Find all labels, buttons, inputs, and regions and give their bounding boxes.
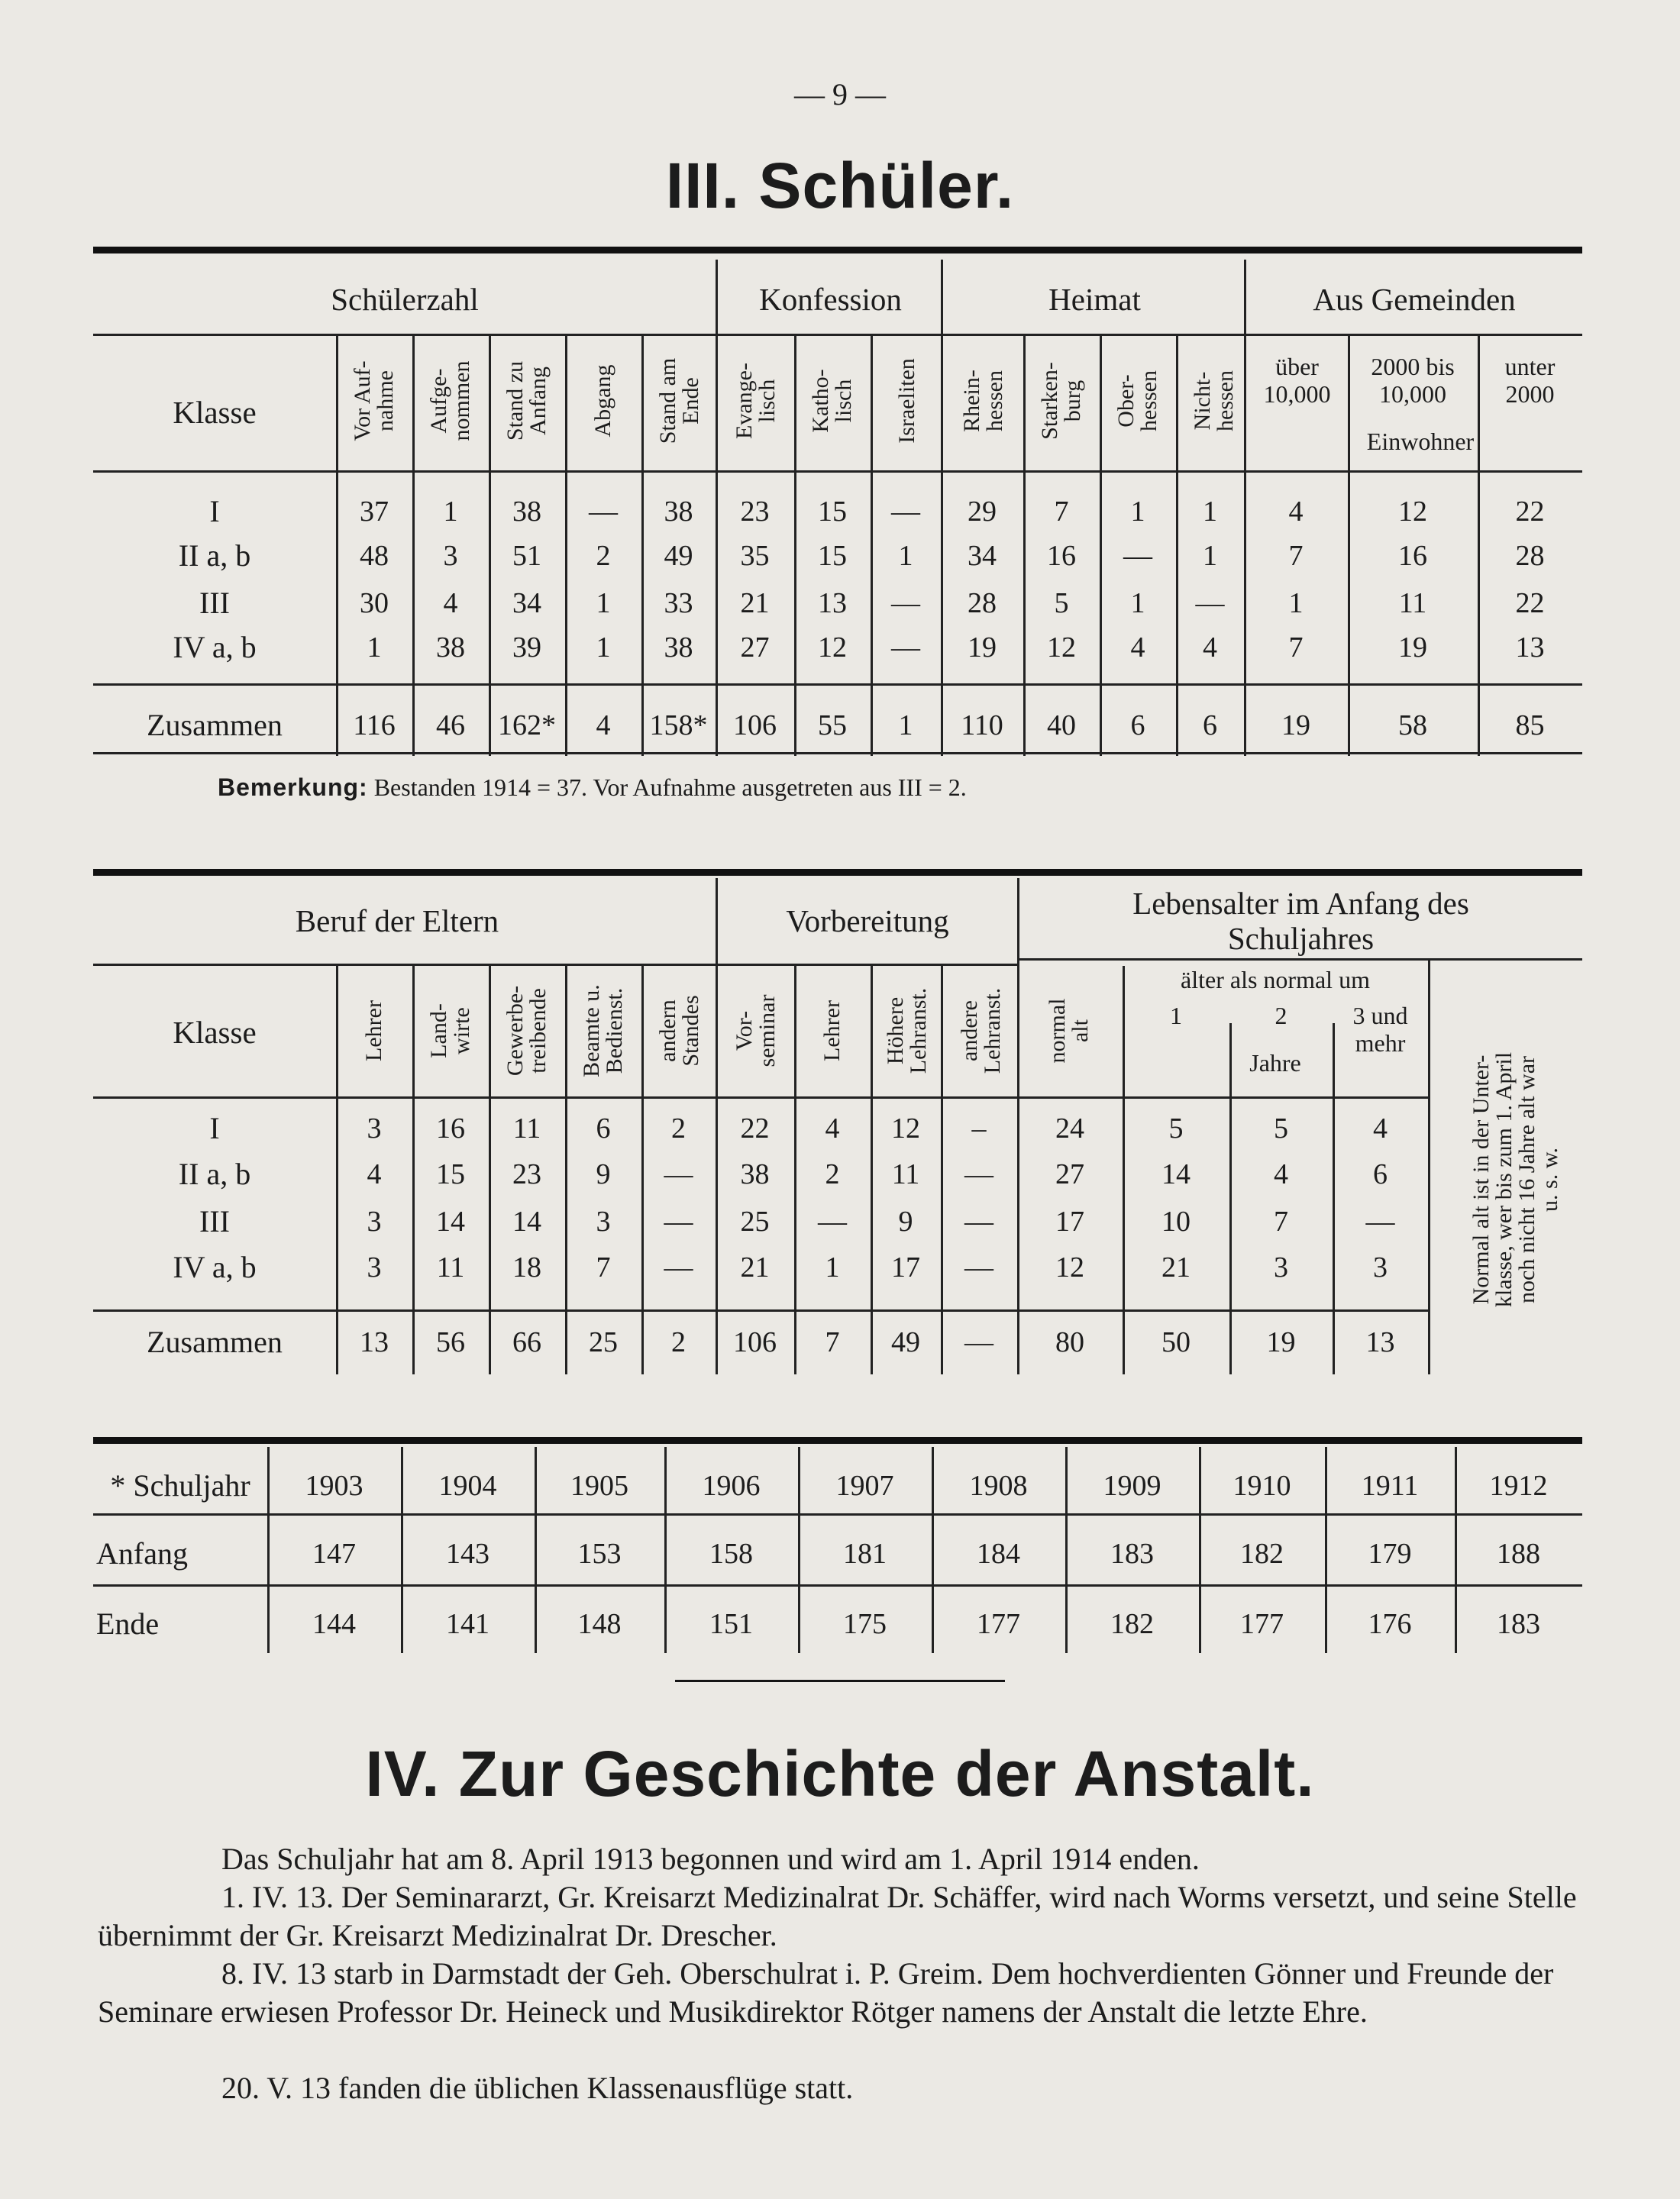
table-cell: 34	[968, 540, 997, 572]
column-header: Stand am Ende	[655, 357, 703, 444]
total-cell: 58	[1398, 709, 1427, 741]
table-cell: 4	[1274, 1158, 1288, 1190]
paragraph-2: 1. IV. 13. Der Seminararzt, Gr. Kreisarzt Medizinalrat Dr. Schäffer, wird nach Worms versetzt, und seine Stelle übernimmt der Gr. Kreisarzt Medizinalrat Dr. Drescher.	[98, 1880, 1577, 1952]
total-cell: 19	[1281, 709, 1310, 741]
table-cell: 158	[709, 1538, 753, 1570]
table3-top-rule	[93, 1437, 1582, 1444]
table-cell: 7	[1274, 1206, 1288, 1238]
table-cell: 11	[436, 1251, 465, 1284]
group-schuelerzahl: Schülerzahl	[331, 282, 479, 317]
table-cell: 7	[1054, 496, 1069, 528]
year-header: 1912	[1489, 1470, 1548, 1502]
table-cell: 1	[825, 1251, 840, 1284]
table-cell: 28	[968, 587, 997, 619]
total-cell: 158*	[649, 709, 708, 741]
total-cell: 106	[733, 1326, 777, 1358]
table-cell: 147	[312, 1538, 356, 1570]
table-cell: 12	[1047, 631, 1076, 664]
column-header: Katho- lisch	[808, 369, 856, 433]
table-cell: 3	[367, 1112, 382, 1145]
row-label: III	[199, 586, 230, 620]
table-cell: 182	[1240, 1538, 1284, 1570]
paragraph-3: 8. IV. 13 starb in Darmstadt der Geh. Oberschulrat i. P. Greim. Dem hochverdienten Gönner und Freunde der Seminare erwiesen Professor Dr. Heineck und Musikdirektor Rötger namens der Anstalt die letzte Ehre.	[98, 1956, 1554, 2029]
table-cell: 7	[596, 1251, 611, 1284]
year-header: 1909	[1103, 1470, 1161, 1502]
table-cell: 12	[1398, 496, 1427, 528]
total-cell: 50	[1161, 1326, 1191, 1358]
table-cell: 22	[1515, 587, 1545, 619]
table-cell: 5	[1274, 1112, 1288, 1145]
year-header: 1906	[702, 1470, 761, 1502]
column-header: Lehrer	[819, 1000, 845, 1061]
table-cell: 27	[1055, 1158, 1084, 1190]
year-header: 1905	[570, 1470, 628, 1502]
column-header: Ober- hessen	[1113, 370, 1161, 431]
table-cell: 18	[512, 1251, 541, 1284]
table-cell: 25	[740, 1206, 770, 1238]
age-note: Normal alt ist in der Unter- klasse, wer bis zum 1. April noch nicht 16 Jahre alt war u. s. w.	[1468, 1051, 1562, 1308]
table-cell: 38	[436, 631, 465, 664]
total-cell: 25	[589, 1326, 618, 1358]
table-cell: 2	[825, 1158, 840, 1190]
column-header: Aufge- nommen	[426, 360, 474, 441]
table-cell: 143	[446, 1538, 489, 1570]
table-cell: 17	[1055, 1206, 1084, 1238]
column-header: Stand zu Anfang	[502, 360, 551, 441]
table-cell: 183	[1110, 1538, 1154, 1570]
table-cell: 13	[818, 587, 847, 619]
table-cell: —	[891, 587, 920, 619]
table-cell: —	[664, 1206, 693, 1238]
section-title-schueler: III. Schüler.	[665, 150, 1015, 221]
table-cell: 188	[1497, 1538, 1540, 1570]
table-cell: 30	[360, 587, 389, 619]
row-label: IV a, b	[173, 1250, 257, 1284]
column-header: Gewerbe- treibende	[502, 985, 551, 1077]
table-cell: 176	[1368, 1608, 1412, 1640]
gemeinden-column: 2000 bis 10,000	[1371, 353, 1455, 408]
table3-row-rule	[93, 1513, 1582, 1516]
table-cell: 1	[898, 540, 913, 572]
group-konfession: Konfession	[759, 282, 902, 317]
group-heimat: Heimat	[1048, 282, 1141, 317]
klasse-header: Klasse	[173, 1015, 257, 1050]
table-cell: 175	[843, 1608, 887, 1640]
table-cell: 183	[1497, 1608, 1540, 1640]
schuljahr-header: * Schuljahr	[110, 1468, 250, 1503]
table-cell: —	[891, 496, 920, 528]
total-label: Zusammen	[147, 1325, 283, 1359]
total-cell: 46	[436, 709, 465, 741]
table-cell: 16	[436, 1112, 465, 1145]
column-header: Rhein- hessen	[959, 370, 1007, 432]
column-header: normal alt	[1045, 998, 1093, 1064]
table-cell: 21	[740, 1251, 770, 1284]
total-cell: 106	[733, 709, 777, 741]
gemeinden-column: über 10,000	[1263, 353, 1331, 408]
total-label: Zusammen	[147, 708, 283, 742]
year-header: 1904	[438, 1470, 497, 1502]
table-cell: 35	[740, 540, 770, 572]
table-cell: 3	[443, 540, 458, 572]
paragraph-4: 20. V. 13 fanden die üblichen Klassenausflüge statt.	[221, 2071, 854, 2105]
table-cell: 12	[1055, 1251, 1084, 1284]
table-cell: 4	[1288, 496, 1304, 528]
table-cell: 177	[977, 1608, 1020, 1640]
total-cell: 55	[818, 709, 847, 741]
table-cell: 3	[367, 1206, 382, 1238]
table-cell: 19	[1398, 631, 1427, 664]
table-cell: 38	[664, 631, 693, 664]
table-cell: 38	[740, 1158, 770, 1190]
table-cell: 15	[818, 496, 847, 528]
total-cell: 85	[1515, 709, 1545, 741]
table-cell: 177	[1240, 1608, 1284, 1640]
table-cell: 3	[367, 1251, 382, 1284]
table-cell: 3	[596, 1206, 611, 1238]
table-cell: 11	[1398, 587, 1427, 619]
row-label: Ende	[96, 1606, 160, 1641]
total-cell: 7	[825, 1326, 840, 1358]
table-cell: 2	[671, 1112, 686, 1145]
section-divider	[675, 1680, 1005, 1682]
row-label: I	[209, 494, 220, 528]
table-cell: 4	[443, 587, 458, 619]
table-cell: 5	[1054, 587, 1069, 619]
gemeinden-column: unter 2000	[1504, 353, 1556, 408]
total-cell: 6	[1130, 709, 1145, 741]
total-cell: 6	[1203, 709, 1217, 741]
table-cell: 14	[436, 1206, 465, 1238]
table-cell: 28	[1515, 540, 1545, 572]
row-label: I	[209, 1111, 220, 1145]
table-cell: —	[964, 1158, 993, 1190]
table-cell: 1	[443, 496, 458, 528]
table-cell: 23	[740, 496, 770, 528]
table-cell: 1	[596, 631, 611, 664]
group-gemeinden: Aus Gemeinden	[1313, 282, 1516, 317]
total-cell: 2	[671, 1326, 686, 1358]
table-cell: 39	[512, 631, 541, 664]
jahre-label: Jahre	[1249, 1049, 1301, 1077]
table-cell: 141	[446, 1608, 489, 1640]
table-cell: 184	[977, 1538, 1020, 1570]
table-cell: 9	[596, 1158, 611, 1190]
aelter-column: 2	[1275, 1002, 1287, 1029]
table-cell: 9	[898, 1206, 913, 1238]
table-cell: 38	[512, 496, 541, 528]
total-cell: 49	[891, 1326, 920, 1358]
row-label: Anfang	[96, 1536, 188, 1571]
table-cell: 1	[1288, 587, 1304, 619]
table-cell: 24	[1055, 1112, 1084, 1145]
column-header: Beamte u. Bedienst.	[579, 984, 627, 1077]
table-cell: 48	[360, 540, 389, 572]
total-cell: 40	[1047, 709, 1076, 741]
table-cell: 4	[1373, 1112, 1388, 1145]
table-cell: 144	[312, 1608, 356, 1640]
total-cell: 56	[436, 1326, 465, 1358]
group-lebensalter: Lebensalter im Anfang des Schuljahres	[1132, 886, 1469, 956]
column-header: Nicht- hessen	[1190, 370, 1238, 431]
table-cell: —	[964, 1251, 993, 1284]
table-cell: —	[664, 1251, 693, 1284]
table-cell: 1	[1130, 496, 1145, 528]
group-beruf: Beruf der Eltern	[295, 903, 499, 938]
table-cell: —	[891, 631, 920, 664]
table-cell: 1	[1130, 587, 1145, 619]
row-label: III	[199, 1204, 230, 1238]
table-cell: 38	[664, 496, 693, 528]
table-cell: 7	[1288, 631, 1304, 664]
total-cell: 1	[898, 709, 913, 741]
table-cell: 151	[709, 1608, 753, 1640]
total-cell: 162*	[498, 709, 556, 741]
table-cell: 15	[436, 1158, 465, 1190]
table-cell: 182	[1110, 1608, 1154, 1640]
table-cell: 16	[1398, 540, 1427, 572]
table-cell: —	[1365, 1206, 1395, 1238]
table-cell: 16	[1047, 540, 1076, 572]
table3-row-rule	[93, 1584, 1582, 1587]
total-cell: —	[964, 1326, 993, 1358]
table-cell: 4	[367, 1158, 382, 1190]
table-cell: 4	[1130, 631, 1145, 664]
table-cell: –	[971, 1112, 987, 1145]
table-cell: 12	[891, 1112, 920, 1145]
table-cell: 19	[968, 631, 997, 664]
table-cell: —	[664, 1158, 693, 1190]
year-header: 1908	[969, 1470, 1028, 1502]
column-header: andern Standes	[655, 995, 703, 1067]
table-cell: 14	[1161, 1158, 1191, 1190]
total-cell: 13	[1365, 1326, 1395, 1358]
table-cell: 5	[1168, 1112, 1184, 1145]
column-header: Lehrer	[361, 1000, 386, 1061]
total-cell: 19	[1266, 1326, 1296, 1358]
row-label: IV a, b	[173, 630, 257, 664]
table-cell: 34	[512, 587, 541, 619]
table-cell: 2	[596, 540, 611, 572]
column-header: andere Lehranst.	[957, 987, 1005, 1074]
table-cell: 17	[891, 1251, 920, 1284]
table-cell: 15	[818, 540, 847, 572]
column-header: Abgang	[590, 364, 615, 438]
group-vorbereitung: Vorbereitung	[786, 903, 949, 938]
column-header: Starken- burg	[1037, 362, 1085, 440]
total-cell: 13	[360, 1326, 389, 1358]
column-header: Land- wirte	[426, 1003, 474, 1058]
table-cell: 1	[596, 587, 611, 619]
remark-text: Bestanden 1914 = 37. Vor Aufnahme ausgetreten aus III = 2.	[373, 773, 967, 801]
year-header: 1911	[1361, 1470, 1419, 1502]
table-cell: 29	[968, 496, 997, 528]
table-cell: 21	[1161, 1251, 1191, 1284]
table-cell: 148	[577, 1608, 622, 1640]
table-cell: 37	[360, 496, 389, 528]
table-cell: 4	[825, 1112, 840, 1145]
table-cell: 22	[740, 1112, 770, 1145]
total-cell: 66	[512, 1326, 541, 1358]
column-header: Vor- seminar	[732, 994, 780, 1067]
year-header: 1907	[835, 1470, 894, 1502]
table-cell: —	[1195, 587, 1225, 619]
table-cell: 49	[664, 540, 693, 572]
row-label: II a, b	[178, 538, 251, 573]
table-cell: 51	[512, 540, 541, 572]
table-cell: 181	[843, 1538, 887, 1570]
table-cell: 153	[577, 1538, 622, 1570]
year-header: 1910	[1233, 1470, 1291, 1502]
table-cell: 1	[1203, 540, 1217, 572]
table-cell: 4	[1203, 631, 1217, 664]
table-cell: 6	[1373, 1158, 1388, 1190]
table-cell: —	[1123, 540, 1152, 572]
table-cell: 23	[512, 1158, 541, 1190]
page-number: — 9 —	[794, 77, 886, 111]
table-cell: 1	[367, 631, 382, 664]
total-cell: 80	[1055, 1326, 1084, 1358]
remark-label: Bemerkung:	[218, 773, 368, 801]
table-cell: 10	[1161, 1206, 1191, 1238]
column-header: Evange- lisch	[732, 363, 780, 439]
row-label: II a, b	[178, 1157, 251, 1191]
section-title-geschichte: IV. Zur Geschichte der Anstalt.	[365, 1738, 1315, 1810]
total-cell: 110	[961, 709, 1003, 741]
table-cell: 13	[1515, 631, 1545, 664]
year-header: 1903	[305, 1470, 363, 1502]
table-cell: 11	[512, 1112, 541, 1145]
klasse-header: Klasse	[173, 395, 257, 430]
table-cell: 179	[1368, 1538, 1412, 1570]
total-cell: 4	[596, 709, 611, 741]
aelter-label: älter als normal um	[1181, 966, 1370, 993]
column-header: Vor Auf- nahme	[350, 360, 398, 441]
column-header: Israeliten	[894, 358, 919, 444]
table-cell: 22	[1515, 496, 1545, 528]
table-cell: 14	[512, 1206, 541, 1238]
column-header: Höhere Lehranst.	[883, 987, 931, 1074]
aelter-column: 1	[1170, 1002, 1182, 1029]
table-cell: 12	[818, 631, 847, 664]
aelter-column: 3 und mehr	[1352, 1002, 1408, 1057]
table-cell: 1	[1203, 496, 1217, 528]
table-cell: 33	[664, 587, 693, 619]
table-cell: 7	[1288, 540, 1304, 572]
table-cell: 27	[740, 631, 770, 664]
table-cell: —	[589, 496, 618, 528]
table-cell: 6	[596, 1112, 611, 1145]
table-cell: 21	[740, 587, 770, 619]
paragraph-1: Das Schuljahr hat am 8. April 1913 begonnen und wird am 1. April 1914 enden.	[221, 1842, 1200, 1876]
table-cell: 3	[1373, 1251, 1388, 1284]
table-cell: —	[818, 1206, 847, 1238]
table-cell: —	[964, 1206, 993, 1238]
einwohner-label: Einwohner	[1366, 428, 1475, 455]
total-cell: 116	[353, 709, 396, 741]
table-cell: 11	[891, 1158, 920, 1190]
table-cell: 3	[1274, 1251, 1288, 1284]
